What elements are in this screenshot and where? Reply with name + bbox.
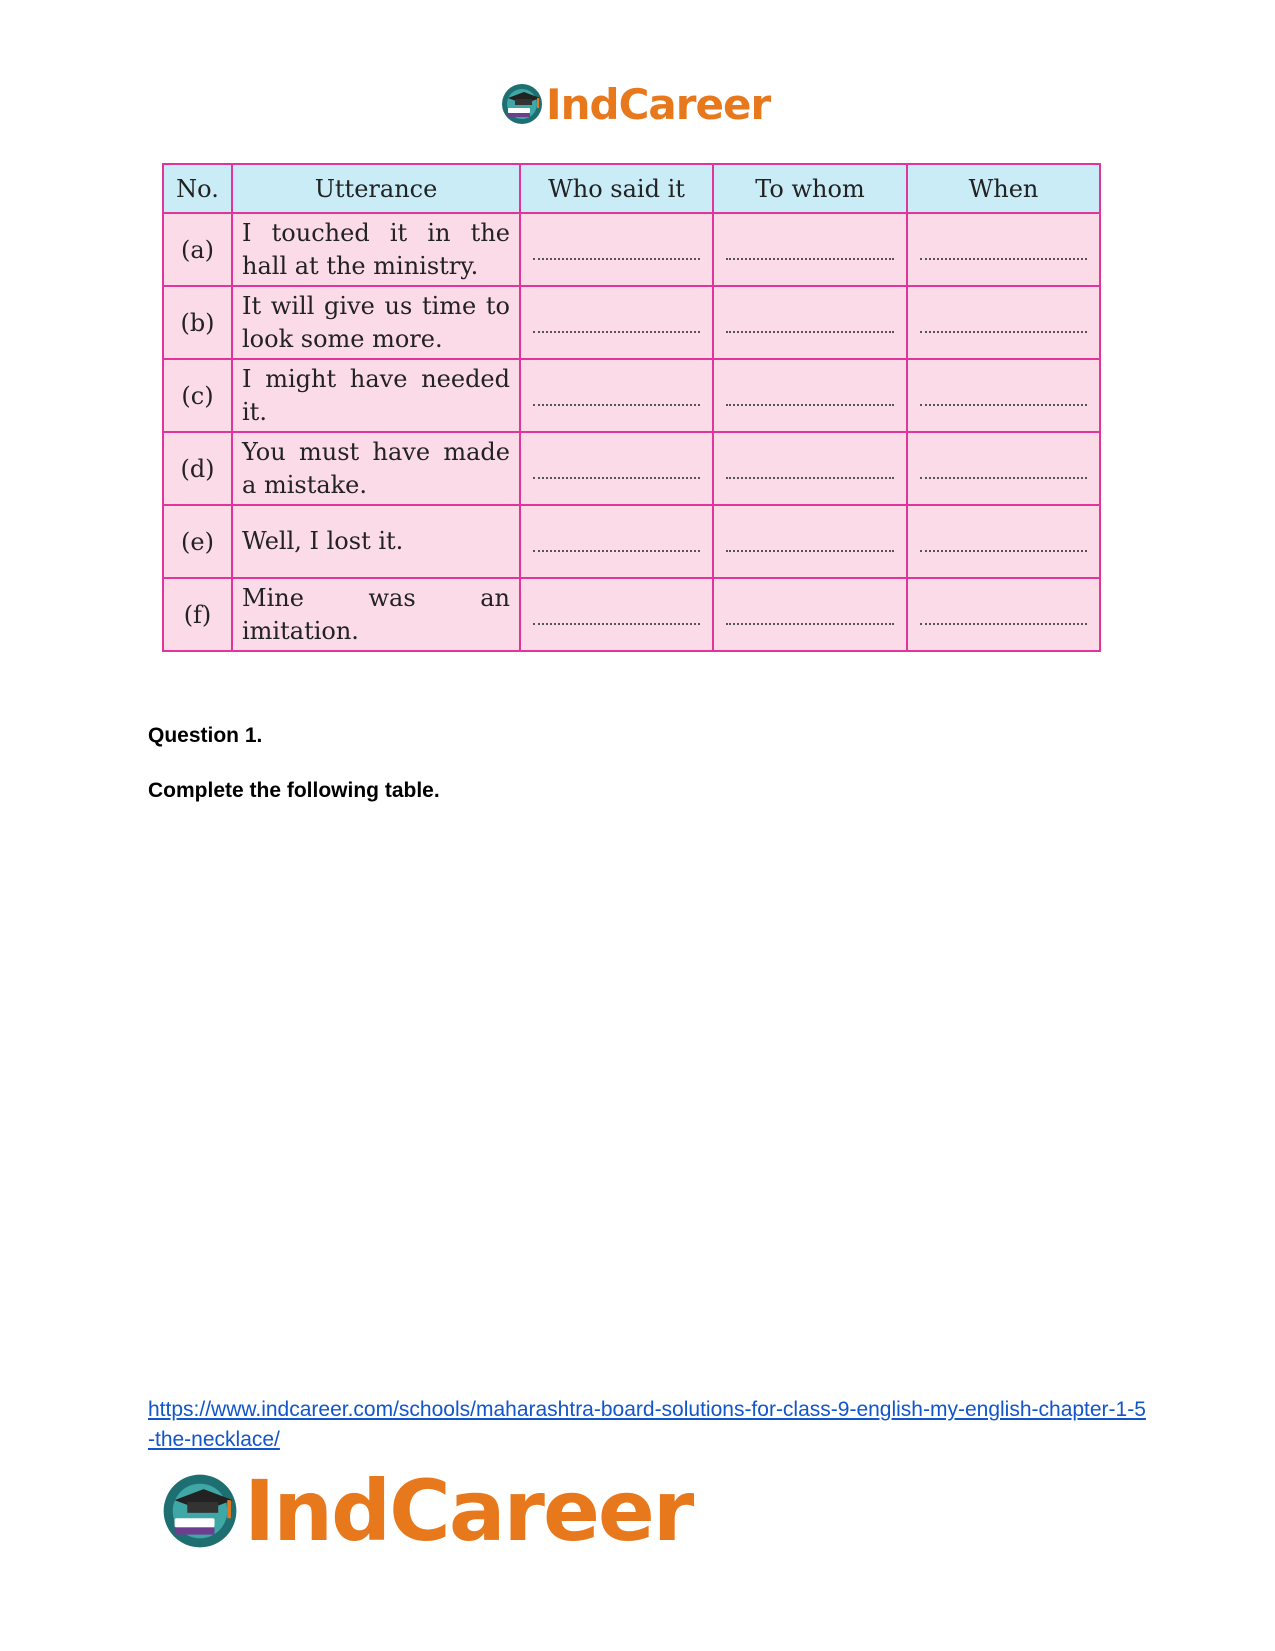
table-row xyxy=(163,505,1100,578)
header-when: When xyxy=(907,164,1100,213)
table-row xyxy=(163,286,1100,359)
when-blank xyxy=(907,286,1100,359)
who-said-it-blank xyxy=(520,359,713,432)
row-number: (e) xyxy=(163,505,232,578)
row-number: (c) xyxy=(163,359,232,432)
when-blank xyxy=(907,432,1100,505)
question-prompt: Complete the following table. xyxy=(148,779,440,802)
graduation-book-icon xyxy=(160,1471,240,1551)
logo-text: IndCareer xyxy=(244,1462,693,1560)
utterance-table xyxy=(162,163,1101,652)
table-header-row xyxy=(163,164,1100,213)
row-number: (d) xyxy=(163,432,232,505)
utterance-cell: You must have made a mistake. xyxy=(232,432,520,505)
header-who-said-it: Who said it xyxy=(520,164,713,213)
to-whom-blank xyxy=(713,286,907,359)
utterance-cell: I might have needed it. xyxy=(232,359,520,432)
to-whom-blank xyxy=(713,213,907,286)
to-whom-blank xyxy=(713,359,907,432)
when-blank xyxy=(907,213,1100,286)
table-row xyxy=(163,432,1100,505)
row-number: (b) xyxy=(163,286,232,359)
utterance-cell: It will give us time to look some more. xyxy=(232,286,520,359)
who-said-it-blank xyxy=(520,578,713,651)
logo-text: IndCareer xyxy=(546,79,771,129)
utterance-cell: Mine was an imitation. xyxy=(232,578,520,651)
header-utterance: Utterance xyxy=(232,164,520,213)
who-said-it-blank xyxy=(520,286,713,359)
row-number: (a) xyxy=(163,213,232,286)
header-no: No. xyxy=(163,164,232,213)
header-to-whom: To whom xyxy=(713,164,907,213)
when-blank xyxy=(907,359,1100,432)
utterance-cell: I touched it in the hall at the ministry. xyxy=(232,213,520,286)
to-whom-blank xyxy=(713,432,907,505)
who-said-it-blank xyxy=(520,505,713,578)
table-row xyxy=(163,578,1100,651)
source-link[interactable]: https://www.indcareer.com/schools/maharashtra-board-solutions-for-class-9-english-my-english-chapter-1-5-the-necklace/ xyxy=(148,1398,1146,1451)
who-said-it-blank xyxy=(520,213,713,286)
table-row xyxy=(163,213,1100,286)
row-number: (f) xyxy=(163,578,232,651)
graduation-book-icon xyxy=(500,82,544,126)
table-row xyxy=(163,359,1100,432)
to-whom-blank xyxy=(713,505,907,578)
header-logo xyxy=(500,80,770,128)
question-title: Question 1. xyxy=(148,724,263,747)
to-whom-blank xyxy=(713,578,907,651)
utterance-cell: Well, I lost it. xyxy=(232,505,520,578)
footer-logo xyxy=(160,1462,693,1560)
when-blank xyxy=(907,578,1100,651)
when-blank xyxy=(907,505,1100,578)
who-said-it-blank xyxy=(520,432,713,505)
